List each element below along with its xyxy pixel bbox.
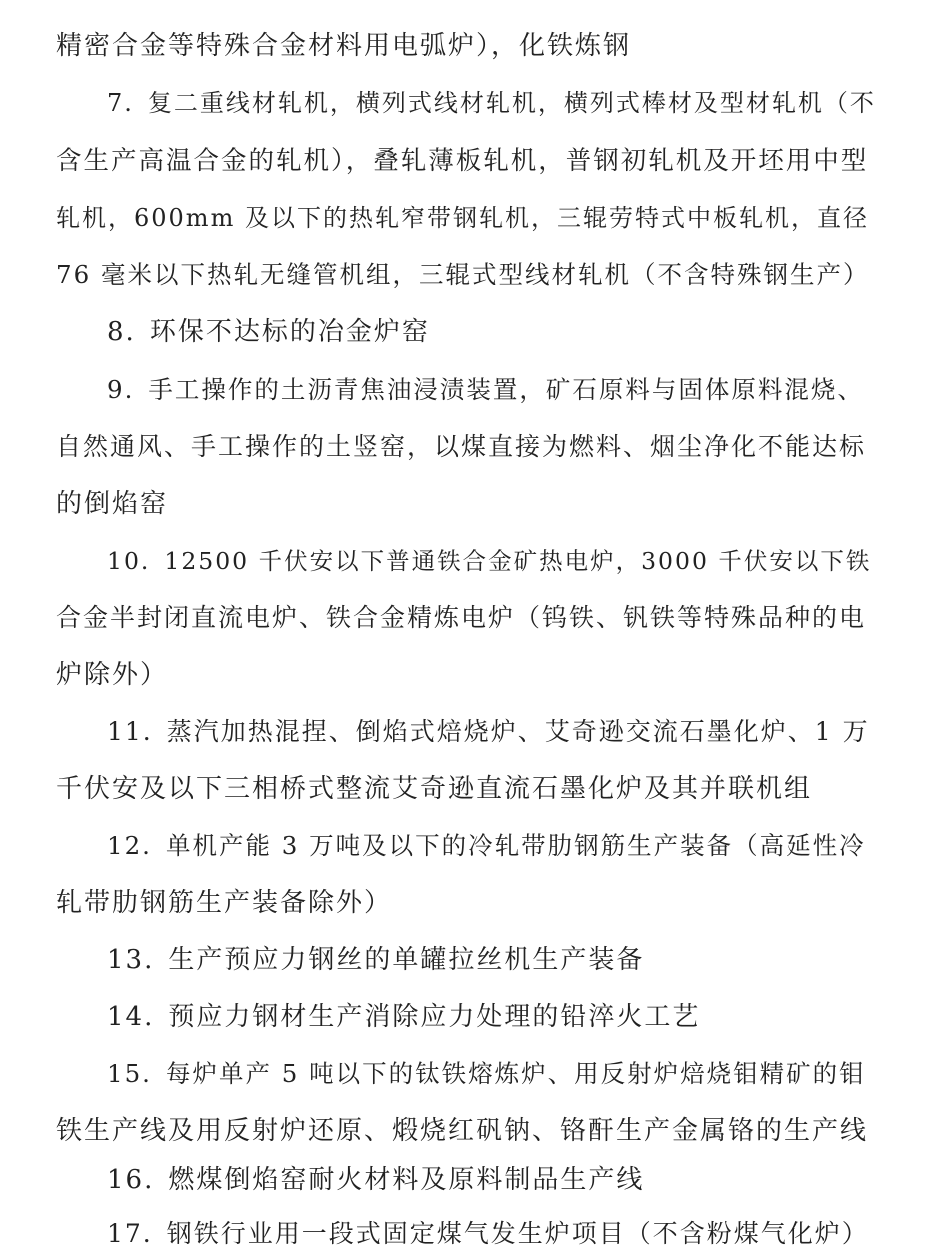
list-item-10-line-2: 合金半封闭直流电炉、铁合金精炼电炉（钨铁、钒铁等特殊品种的电 [56, 603, 867, 632]
item-number: 8. [107, 317, 136, 347]
item-text: 预应力钢材生产消除应力处理的铅淬火工艺 [168, 1002, 701, 1032]
item-number: 16. [107, 1165, 155, 1195]
item-text: 每炉单产 5 吨以下的钛铁熔炼炉、用反射炉焙烧钼精矿的钼 [165, 1059, 866, 1088]
item-number: 10. [107, 547, 151, 575]
list-item-7-line-2: 含生产高温合金的轧机），叠轧薄板轧机，普钢初轧机及开坯用中型 [56, 146, 869, 176]
item-number: 7. [107, 89, 134, 117]
list-item-10-line-1 [107, 541, 871, 581]
item-number: 9. [107, 375, 135, 404]
list-item-13-line-1 [107, 940, 644, 980]
list-item-8-line-1 [107, 312, 430, 352]
list-item-11-line-1 [107, 712, 870, 752]
item-number: 15. [107, 1059, 152, 1088]
item-number: 14. [107, 1002, 155, 1032]
list-item-9-line-3: 的倒焰窑 [56, 489, 169, 519]
item-text: 燃煤倒焰窑耐火材料及原料制品生产线 [168, 1165, 645, 1195]
item-number: 17. [107, 1219, 153, 1248]
list-item-11-line-2: 千伏安及以下三相桥式整流艾奇逊直流石墨化炉及其并联机组 [56, 774, 813, 804]
list-item-15-line-1 [107, 1054, 866, 1094]
item-number: 12. [107, 831, 152, 860]
list-item-16-line-1 [107, 1160, 644, 1200]
list-item-7-line-3: 轧机，600mm 及以下的热轧窄带钢轧机，三辊劳特式中板轧机，直径 [56, 204, 869, 232]
item-number: 13. [107, 945, 155, 975]
list-item-15-line-2: 铁生产线及用反射炉还原、煅烧红矾钠、铬酐生产金属铬的生产线 [56, 1116, 869, 1146]
item-text: 环保不达标的冶金炉窑 [149, 317, 430, 347]
list-item-10-line-3: 炉除外） [56, 660, 169, 690]
list-item-9-line-1 [107, 370, 864, 410]
item-text: 钢铁行业用一段式固定煤气发生炉项目（不含粉煤气化炉） [166, 1219, 869, 1248]
list-item-17-line-1 [107, 1214, 869, 1254]
list-item-9-line-2: 自然通风、手工操作的土竖窑，以煤直接为燃料、烟尘净化不能达标 [56, 432, 867, 461]
list-item-12-line-1 [107, 826, 866, 866]
item-text: 手工操作的土沥青焦油浸渍装置，矿石原料与固体原料混烧、 [148, 375, 864, 404]
item-text: 单机产能 3 万吨及以下的冷轧带肋钢筋生产装备（高延性冷 [165, 831, 866, 860]
list-item-14-line-1 [107, 997, 700, 1037]
item-text: 蒸汽加热混捏、倒焰式焙烧炉、艾奇逊交流石墨化炉、1 万 [166, 717, 870, 746]
item-number: 11. [107, 717, 153, 746]
item-text: 复二重线材轧机，横列式线材轧机，横列式棒材及型材轧机（不 [147, 89, 876, 117]
item-text: 12500 千伏安以下普通铁合金矿热电炉，3000 千伏安以下铁 [164, 547, 872, 575]
list-item-7-line-4: 76 毫米以下热轧无缝管机组，三辊式型线材轧机（不含特殊钢生产） [56, 260, 870, 289]
list-item-12-line-2: 轧带肋钢筋生产装备除外） [56, 888, 393, 918]
continuation-line: 精密合金等特殊合金材料用电弧炉），化铁炼钢 [56, 31, 632, 61]
list-item-7-line-1 [107, 83, 876, 123]
item-text: 生产预应力钢丝的单罐拉丝机生产装备 [168, 945, 645, 975]
